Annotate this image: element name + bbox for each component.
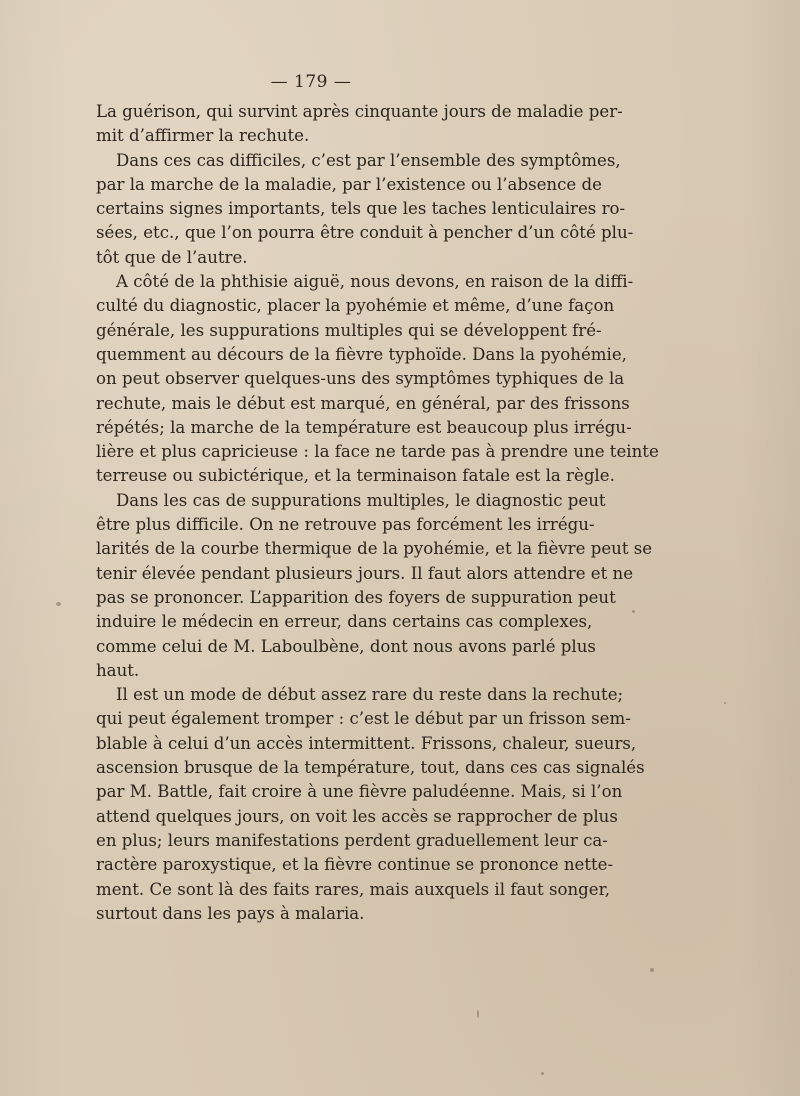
text-line: comme celui de M. Laboulbène, dont nous avons parlé plus [96,636,596,656]
text-line: A côté de la phthisie aiguë, nous devons, en raison de la diffi- [116,272,634,292]
paragraph [96,270,659,489]
text-line: culté du diagnostic, placer la pyohémie et même, d’une façon [96,296,615,316]
text-line: attend quelques jours, on voit les accès se rapprocher de plus [96,806,618,826]
paragraph [96,489,653,683]
text-line: ascension brusque de la température, tout, dans ces cas signalés [96,758,645,778]
text-line: générale, les suppurations multiples qui se développent fré- [96,320,602,340]
text-line: larités de la courbe thermique de la pyohémie, et la fièvre peut se [96,539,653,559]
text-line: certains signes importants, tels que les taches lenticulaires ro- [96,199,626,219]
text-line: on peut observer quelques-uns des symptômes typhiques de la [96,369,625,389]
text-line: blable à celui d’un accès intermittent. Frissons, chaleur, sueurs, [96,733,637,753]
text-line: mit d’affirmer la rechute. [96,126,310,146]
paper-speck [650,968,654,972]
text-line: La guérison, qui survint après cinquante jours de maladie per- [96,102,623,121]
text-line: Dans les cas de suppurations multiples, le diagnostic peut [116,490,606,510]
text-line: rechute, mais le début est marqué, en général, par des frissons [96,393,630,413]
text-line: sées, etc., que l’on pourra être conduit à pencher d’un côté plu- [96,223,634,243]
paper-speck [632,610,635,613]
text-line: ment. Ce sont là des faits rares, mais auxquels il faut songer, [96,879,611,899]
paper-speck [541,1072,544,1075]
paper-speck [724,702,726,704]
paragraph [96,149,634,270]
text-line: terreuse ou subictérique, et la terminaison fatale est la règle. [96,466,615,486]
text-line: induire le médecin en erreur, dans certains cas complexes, [96,612,593,632]
text-line: haut. [96,660,140,680]
text-line: par M. Battle, fait croire à une fièvre paludéenne. Mais, si l’on [96,782,623,802]
text-line: tenir élevée pendant plusieurs jours. Il faut alors attendre et ne [96,563,634,583]
text-line: être plus difficile. On ne retrouve pas forcément les irrégu- [96,515,595,535]
text-line: Dans ces cas difficiles, c’est par l’ensemble des symptômes, [116,150,621,170]
paragraph [96,100,623,149]
body-text [96,100,659,926]
paper-speck [56,602,61,606]
text-line: Il est un mode de début assez rare du reste dans la rechute; [116,685,624,705]
text-line: en plus; leurs manifestations perdent graduellement leur ca- [96,830,608,850]
text-line: ractère paroxystique, et la fièvre continue se prononce nette- [96,855,614,875]
text-line: qui peut également tromper : c’est le début par un frisson sem- [96,709,631,729]
paper-speck [477,1010,479,1018]
text-line: par la marche de la maladie, par l’existence ou l’absence de [96,174,602,194]
page-number: — 179 — [270,72,352,92]
text-line: lière et plus capricieuse : la face ne tarde pas à prendre une teinte [96,442,659,462]
text-line: répétés; la marche de la température est beaucoup plus irrégu- [96,417,632,437]
text-line: pas se prononcer. L’apparition des foyers de suppuration peut [96,587,616,607]
text-line: quemment au décours de la fièvre typhoïde. Dans la pyohémie, [96,344,627,364]
text-line: tôt que de l’autre. [96,247,248,267]
paragraph [96,683,645,926]
text-line: surtout dans les pays à malaria. [96,903,365,923]
